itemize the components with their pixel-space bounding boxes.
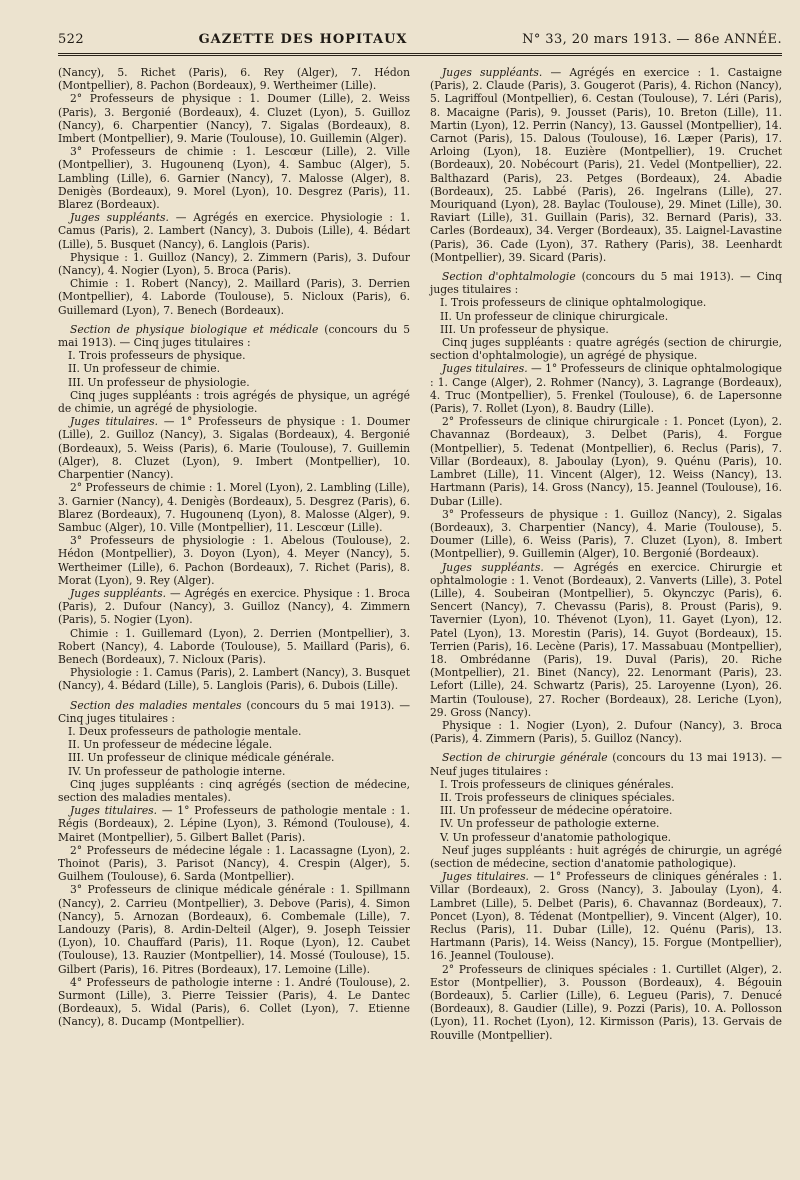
paragraph [58,725,410,738]
paragraph-text: II. Un professeur de chimie. [68,362,220,376]
paragraph [58,534,410,587]
paragraph-text: — 1° Professeurs de cliniques générales : 1. Villar (Bordeaux), 2. Gross (Nancy), 3. Jaboulay (Lyon), 4. Lambret (Lille), 5. Delbet (Paris), 6. Chavannaz (Bordeaux), 7. Poncet (Lyon), 8. Tédenat (Montpellier), 9. Vincent (Alger), 10. Reclus (Paris), 11. Dubar (Lille), 12. Quénu (Paris), 13. Hartmann (Paris), 14. Weiss (Nancy), 15. Forgue (Montpellier), 16. Jeannel (Toulouse). [430,870,782,963]
paragraph [58,751,410,764]
paragraph-text: I. Deux professeurs de pathologie mentale. [68,724,302,738]
paragraph-text: I. Trois professeurs de physique. [68,349,246,363]
paragraph [58,376,410,389]
paragraph [58,92,410,145]
paragraph [430,310,782,323]
paragraph [430,719,782,745]
paragraph-text: (Nancy), 5. Richet (Paris), 6. Rey (Alger), 7. Hédon (Montpellier), 8. Pachon (Bordeaux), 9. Wertheimer (Lille). [58,66,410,93]
paragraph [430,508,782,561]
paragraph-text: Neuf juges suppléants : huit agrégés de chirurgie, un agrégé (section de médecine, section d'anatomie pathologique). [430,843,782,870]
paragraph-text: III. Un professeur de clinique médicale générale. [68,751,335,765]
paragraph-text: — 1° Professeurs de pathologie mentale : 1. Régis (Bordeaux), 2. Lépine (Lyon), 3. Rémond (Toulouse), 4. Mairet (Montpellier), 5. Gilbert Ballet (Paris). [58,804,410,844]
paragraph-text: Physique : 1. Guilloz (Nancy), 2. Zimmern (Paris), 3. Dufour (Nancy), 4. Nogier (Lyon), 5. Broca (Paris). [58,250,410,278]
text-columns [58,66,782,1042]
paragraph [430,561,782,719]
paragraph [430,415,782,507]
paragraph-text: IV. Un professeur de pathologie externe. [440,817,660,831]
paragraph-text: 2° Professeurs de clinique chirurgicale : 1. Poncet (Lyon), 2. Chavannaz (Bordeaux), 3. Delbet (Paris), 4. Forgue (Montpellier), 5. Tedenat (Montpellier), 6. Reclus (Paris), 7. Villar (Bordeaux), 8. Jaboulay (Lyon), 9. Quénu (Paris), 10. Lambret (Lille), 11. Vincent (Alger), 12. Weiss (Nancy), 13. Hartmann (Paris), 14. Gross (Nancy), 15. Jeannel (Toulouse), 16. Dubar (Lille). [430,415,782,508]
paragraph-text: — Agrégés en exercice. Chirurgie et ophtalmologie : 1. Venot (Bordeaux), 2. Vanverts (Lille), 3. Potel (Lille), 4. Soubeiran (Montpellier), 5. Okynczyc (Paris), 6. Sencert (Nancy), 7. Chevassu (Paris), 8. Proust (Paris), 9. Tavernier (Lyon), 10. Thévenot (Lyon), 11. Gayet (Lyon), 12. Patel (Lyon), 13. Morestin (Paris), 14. Guyot (Bordeaux), 15. Terrien (Paris), 16. Lecène (Paris), 17. Massabuau (Montpellier), 18. Ombrédanne (Paris), 19. Duval (Paris), 20. Riche (Montpellier), 21. Binet (Nancy), 22. Lenormant (Paris), 23. Lefort (Lille), 24. Schwartz (Paris), 25. Laroyenne (Lyon), 26. Martin (Toulouse), 27. Rocher (Bordeaux), 28. Leriche (Lyon), 29. Gross (Nancy). [430,560,782,719]
paragraph-text: Physique : 1. Nogier (Lyon), 2. Dufour (Nancy), 3. Broca (Paris), 4. Zimmern (Paris), 5. Guilloz (Nancy). [430,718,782,746]
paragraph [430,963,782,1042]
paragraph-text: 3° Professeurs de physique : 1. Guilloz (Nancy), 2. Sigalas (Bordeaux), 3. Charpentier (Nancy), 4. Marie (Toulouse), 5. Doumer (Lille), 6. Weiss (Paris), 7. Cluzet (Lyon), 8. Imbert (Montpellier), 9. Guillemin (Alger), 10. Bergonié (Bordeaux). [430,507,782,561]
paragraph-text: 2° Professeurs de médecine légale : 1. Lacassagne (Lyon), 2. Thoinot (Paris), 3. Parisot (Nancy), 4. Crespin (Alger), 5. Guilhem (Toulouse), 6. Sarda (Montpellier). [58,843,410,884]
paragraph [58,844,410,884]
paragraph [58,211,410,251]
paragraph-text: III. Un professeur de physique. [440,322,609,336]
section-lead: Juges titulaires. [442,362,528,376]
paragraph [58,251,410,277]
issue-line: N° 33, 20 mars 1913. — 86e ANNÉE. [522,32,782,47]
paragraph-text: Physiologie : 1. Camus (Paris), 2. Lambert (Nancy), 3. Busquet (Nancy), 4. Bédard (Lille), 5. Langlois (Paris), 6. Dubois (Lille). [58,666,410,693]
paragraph [58,587,410,627]
journal-title: GAZETTE DES HOPITAUX [198,32,408,47]
section-lead: Juges titulaires. [70,415,159,429]
paragraph [58,765,410,778]
paragraph-text: II. Un professeur de médecine légale. [68,738,273,752]
paragraph-text: Chimie : 1. Guillemard (Lyon), 2. Derrien (Montpellier), 3. Robert (Nancy), 4. Laborde (Toulouse), 5. Maillard (Paris), 6. Benech (Bordeaux), 7. Nicloux (Paris). [58,626,410,666]
paragraph [58,362,410,375]
paragraph-text: — 1° Professeurs de physique : 1. Doumer (Lille), 2. Guilloz (Nancy), 3. Sigalas (Bordeaux), 4. Bergonié (Bordeaux), 5. Weiss (Paris), 6. Marie (Toulouse), 7. Guillemin (Alger), 8. Cluzet (Lyon), 9. Imbert (Montpellier), 10. Charpentier (Nancy). [58,415,410,482]
page-number: 522 [58,32,85,47]
section-lead: Section d'ophtalmologie [442,270,576,284]
section-lead: Juges suppléants. [442,560,544,574]
paragraph-text: 2° Professeurs de cliniques spéciales : 1. Curtillet (Alger), 2. Estor (Montpellier), 3. Pousson (Bordeaux), 4. Bégouin (Bordeaux), 5. Carlier (Lille), 6. Legueu (Paris), 7. Denucé (Bordeaux), 8. Gaudier (Lille), 9. Pozzi (Paris), 10. A. Pollosson (Lyon), 11. Rochet (Lyon), 12. Kirmisson (Paris), 13. Gervais de Rouville (Montpellier). [430,962,782,1042]
paragraph [430,870,782,962]
section-lead: Juges suppléants. [70,211,169,225]
paragraph [58,349,410,362]
section-lead: Section de chirurgie générale [442,751,608,765]
paragraph [430,751,782,777]
paragraph-text: — Agrégés en exercice. Physique : 1. Broca (Paris), 2. Dufour (Nancy), 3. Guilloz (Nancy), 4. Zimmern (Paris), 5. Nogier (Lyon). [58,586,411,627]
paragraph-text: (concours du 5 mai 1913). — Cinq juges titulaires : [58,322,410,350]
paragraph [430,296,782,309]
paragraph [430,791,782,804]
paragraph [58,976,410,1029]
paragraph-text: — Agrégés en exercice. Physiologie : 1. Camus (Paris), 2. Lambert (Nancy), 3. Dubois (Lille), 4. Bédart (Lille), 5. Busquet (Nancy), 6. Langlois (Paris). [58,211,410,251]
paragraph [58,389,410,415]
page-header [58,32,782,53]
paragraph [430,817,782,830]
paragraph [58,778,410,804]
section-lead: Juges titulaires. [70,804,158,818]
paragraph-text: I. Trois professeurs de clinique ophtalmologique. [440,296,707,310]
left-column [58,66,410,1042]
paragraph [58,277,410,317]
paragraph-text: — 1° Professeurs de clinique ophtalmologique : 1. Cange (Alger), 2. Rohmer (Nancy), 3. Lagrange (Bordeaux), 4. Truc (Montpellier), 5. Frenkel (Toulouse), 6. de Lapersonne (Paris), 7. Rollet (Lyon), 8. Baudry (Lille). [430,362,782,416]
paragraph-text: 2° Professeurs de physique : 1. Doumer (Lille), 2. Weiss (Paris), 3. Bergonié (Bordeaux), 4. Cluzet (Lyon), 5. Guilloz (Nancy), 6. Charpentier (Nancy), 7. Sigalas (Bordeaux), 8. Imbert (Montpellier), 9. Marie (Toulouse), 10. Guillemin (Alger). [58,92,410,146]
header-rule [58,53,782,56]
paragraph-text: Cinq juges suppléants : cinq agrégés (section de médecine, section des maladies mentales). [58,777,410,804]
paragraph-text: Cinq juges suppléants : trois agrégés de physique, un agrégé de chimie, un agrégé de physiologie. [58,388,410,416]
paragraph [430,804,782,817]
paragraph-text: — Agrégés en exercice : 1. Castaigne (Paris), 2. Claude (Paris), 3. Gougerot (Paris), 4. Richon (Nancy), 5. Lagriffoul (Montpellier), 6. Cestan (Toulouse), 7. Léri (Paris), 8. Macaigne (Paris), 9. Jousset (Paris), 10. Breton (Lille), 11. Martin (Lyon), 12. Perrin (Nancy), 13. Gaussel (Montpellier), 14. Carnot (Paris), 15. Dalous (Toulouse), 16. Læper (Paris), 17. Arloing (Lyon), 18. Euzière (Montpellier), 19. Cruchet (Bordeaux), 20. Nobécourt (Paris), 21. Vedel (Montpellier), 22. Balthazard (Paris), 23. Petges (Bordeaux), 24. Abadie (Bordeaux), 25. Labbé (Paris), 26. Ingelrans (Lille), 27. Mouriquand (Lyon), 28. Baylac (Toulouse), 29. Minet (Lille), 30. Raviart (Lille), 31. Guillain (Paris), 32. Bernard (Paris), 33. Carles (Bordeaux), 34. Verger (Bordeaux), 35. Laignel-Lavastine (Paris), 36. Cade (Lyon), 37. Rathery (Paris), 38. Leenhardt (Montpellier), 39. Sicard (Paris). [430,66,782,264]
paragraph [58,66,410,92]
paragraph [430,844,782,870]
paragraph-text: 4° Professeurs de pathologie interne : 1. André (Toulouse), 2. Surmont (Lille), 3. Pierre Teissier (Paris), 4. Le Dantec (Bordeaux), 5. Widal (Paris), 6. Collet (Lyon), 7. Etienne (Nancy), 8. Ducamp (Montpellier). [58,975,410,1029]
paragraph-text: II. Un professeur de clinique chirurgicale. [440,309,669,323]
paragraph-text: III. Un professeur de physiologie. [68,375,250,389]
paragraph [430,362,782,415]
paragraph [58,804,410,844]
paragraph-text: II. Trois professeurs de cliniques spéciales. [440,790,675,804]
paragraph-text: III. Un professeur de médecine opératoire. [440,804,673,818]
paragraph [58,627,410,667]
paragraph [58,323,410,349]
paragraph [58,415,410,481]
paragraph [430,66,782,264]
right-column [430,66,782,1042]
paragraph-text: IV. Un professeur de pathologie interne. [68,764,286,778]
paragraph-text: (concours du 5 mai 1913). — Cinq juges titulaires : [58,698,411,725]
paragraph-text: 3° Professeurs de chimie : 1. Lescœur (Lille), 2. Ville (Montpellier), 3. Hugounenq (Lyon), 4. Sambuc (Alger), 5. Lambling (Lille), 6. Garnier (Nancy), 7. Malosse (Alger), 8. Denigès (Bordeaux), 9. Morel (Lyon), 10. Desgrez (Paris), 11. Blarez (Bordeaux). [58,145,410,212]
paragraph [430,323,782,336]
paragraph [58,738,410,751]
paragraph [430,270,782,296]
paragraph-text: 3° Professeurs de clinique médicale générale : 1. Spillmann (Nancy), 2. Carrieu (Montpellier), 3. Debove (Paris), 4. Simon (Nancy), 5. Arnozan (Bordeaux), 6. Combemale (Lille), 7. Landouzy (Paris), 8. Ardin-Delteil (Alger), 9. Joseph Teissier (Lyon), 10. Chauffard (Paris), 11. Roque (Lyon), 12. Caubet (Toulouse), 13. Rauzier (Montpellier), 14. Mossé (Toulouse), 15. Gilbert (Paris), 16. Pitres (Bordeaux), 17. Lemoine (Lille). [58,883,410,976]
paragraph [58,666,410,692]
paragraph-text: Cinq juges suppléants : quatre agrégés (section de chirurgie, section d'ophtalmologie), un agrégé de physique. [430,336,782,363]
paragraph-text: 3° Professeurs de physiologie : 1. Abelous (Toulouse), 2. Hédon (Montpellier), 3. Doyon (Lyon), 4. Meyer (Nancy), 5. Wertheimer (Lille), 6. Pachon (Bordeaux), 7. Richet (Paris), 8. Morat (Lyon), 9. Rey (Alger). [58,534,410,587]
section-lead: Section des maladies mentales [70,698,242,712]
paragraph-text: V. Un professeur d'anatomie pathologique. [440,830,672,844]
paragraph-text: (concours du 13 mai 1913). — Neuf juges titulaires : [430,751,782,778]
section-lead: Section de physique biologique et médicale [70,322,319,336]
paragraph [58,883,410,975]
paragraph [430,336,782,362]
section-lead: Juges suppléants. [70,586,167,600]
paragraph-text: (concours du 5 mai 1913). — Cinq juges titulaires : [430,270,782,297]
section-lead: Juges suppléants. [442,66,543,79]
paragraph-text: Chimie : 1. Robert (Nancy), 2. Maillard (Paris), 3. Derrien (Montpellier), 4. Laborde (Toulouse), 5. Nicloux (Paris), 6. Guillemard (Lyon), 7. Benech (Bordeaux). [58,277,410,317]
paragraph [430,831,782,844]
paragraph [430,778,782,791]
paragraph [58,481,410,534]
paragraph-text: I. Trois professeurs de cliniques générales. [440,777,674,791]
paragraph [58,699,410,725]
section-lead: Juges titulaires. [442,870,529,884]
paragraph [58,145,410,211]
paragraph-text: 2° Professeurs de chimie : 1. Morel (Lyon), 2. Lambling (Lille), 3. Garnier (Nancy), 4. Denigès (Bordeaux), 5. Desgrez (Paris), 6. Blarez (Bordeaux), 7. Hugounenq (Lyon), 8. Malosse (Alger), 9. Sambuc (Alger), 10. Ville (Montpellier), 11. Lescœur (Lille). [58,481,410,534]
